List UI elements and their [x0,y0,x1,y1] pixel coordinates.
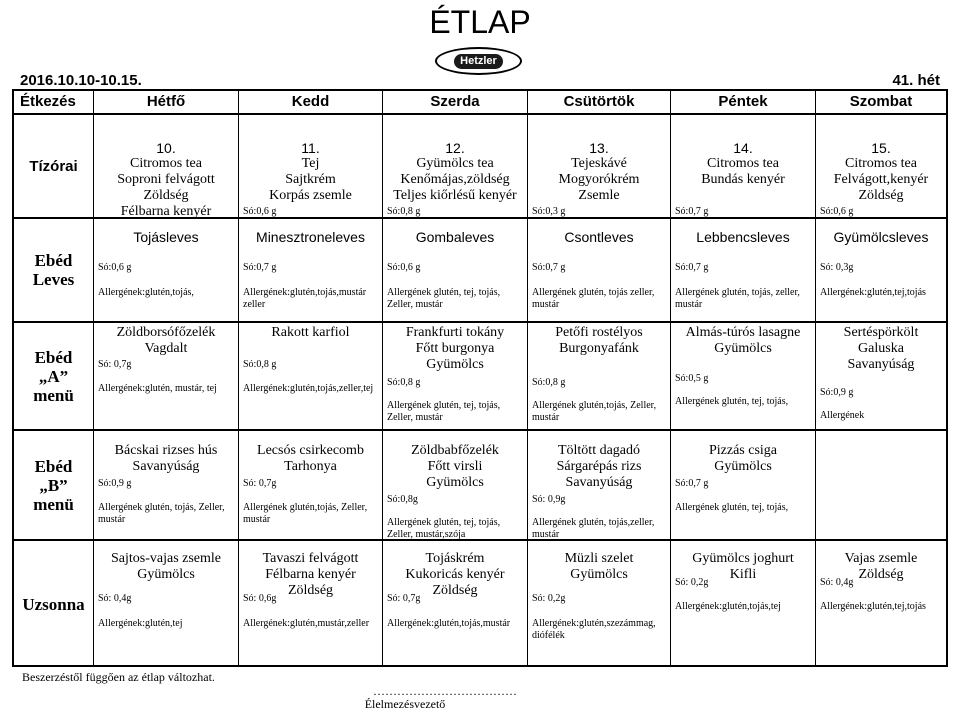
tizorai-cell [816,115,946,219]
dish-list: Gyümölcs tea Kenőmájas,zöldség Teljes kiőrlésű kenyér [393,156,517,203]
uzsonna-cell [671,541,816,667]
soup-name: Gombaleves [415,229,495,245]
dish-list: Tejeskávé Mogyorókrém Zsemle [558,156,640,203]
allergen-info: Allergének glutén, tej, tojás, Zeller, mustár,szója [387,517,501,540]
salt-content: Só:0,7 g [675,206,709,217]
menu-b-cell-empty [816,431,946,541]
day-header [528,91,671,115]
day-number: 12. [445,140,465,156]
logo-text: Hetzler [454,54,503,69]
dish-list: Vajas zsemle Zöldség [844,551,918,582]
allergen-info: Allergének:glutén,tojás,mustár zeller [243,287,367,310]
allergen-info: Allergének:glutén,tej,tojás [820,601,926,612]
salt-content: Só: 0,3g [820,262,854,273]
allergen-info: Allergének glutén, tojás, Zeller, mustár [98,502,225,525]
allergen-info: Allergének glutén,tojás, Zeller, mustár [532,400,657,423]
soup-name: Tojásleves [133,229,199,245]
allergen-info: Allergének glutén, tej, tojás, [675,502,789,513]
leves-cell [528,219,671,323]
dish-list: Pizzás csiga Gyümölcs [708,443,778,474]
dish-list: Tej Sajtkrém Korpás zsemle [269,156,352,203]
dish-list: Petőfi rostélyos Burgonyafánk [555,325,643,356]
salt-content: Só: 0,7g [98,359,132,370]
dish-list: Müzli szelet Gyümölcs [564,551,634,582]
salt-content: Só:0,8 g [387,206,421,217]
header-etkezes: Étkezés [14,91,94,115]
tizorai-cell [239,115,383,219]
salt-content: Só:0,8 g [532,377,566,388]
allergen-info: Allergének:glutén,tojás,zeller,tej [243,383,374,394]
menu-a-cell [816,323,946,431]
dish-list: Citromos tea Soproni felvágott Zöldség Félbarna kenyér [117,156,215,219]
menu-a-cell [528,323,671,431]
day-name: Kedd [291,93,330,110]
allergen-info: Allergének:glutén, mustár, tej [98,383,217,394]
dish-list: Lecsós csirkecomb Tarhonya [257,443,364,474]
dish-list: Frankfurti tokány Főtt burgonya Gyümölcs [405,325,505,372]
leves-cell [239,219,383,323]
week-number: 41. hét [892,72,940,89]
menu-a-cell [239,323,383,431]
menu-b-cell [528,431,671,541]
menu-a-cell [671,323,816,431]
day-name: Hétfő [146,93,186,110]
day-header [816,91,946,115]
uzsonna-cell [383,541,528,667]
day-header [383,91,528,115]
soup-name: Gyümölcsleves [833,229,929,245]
day-header [239,91,383,115]
salt-content: Só:0,6 g [243,206,277,217]
footer-note: Beszerzéstől függően az étlap változhat. [22,670,215,684]
salt-content: Só:0,7 g [243,262,277,273]
salt-content: Só:0,7 g [675,262,709,273]
day-number: 10. [156,140,176,156]
salt-content: Só:0,6 g [820,206,854,217]
allergen-info: Allergének:glutén,tojás, [98,287,194,298]
row-label-tizorai: Tízórai [14,115,94,219]
salt-content: Só:0,9 g [820,387,854,398]
allergen-info: Allergének:glutén,tej [98,618,183,629]
dish-list: Bácskai rizses hús Savanyúság [114,443,218,474]
day-name: Szerda [430,93,480,110]
row-label-leves: Ebéd Leves [14,219,94,323]
soup-name: Minesztroneleves [256,229,365,245]
allergen-info: Allergének:glutén,tojás,mustár [387,618,511,629]
dish-list: Citromos tea Bundás kenyér [701,156,785,187]
allergen-info: Allergének:glutén,mustár,zeller [243,618,370,629]
day-name: Szombat [849,93,913,110]
salt-content: Só: 0,7g [243,478,277,489]
dish-list: Tavaszi felvágott Félbarna kenyér Zöldség [262,551,359,598]
salt-content: Só: 0,9g [532,494,566,505]
hetzler-logo [435,47,522,75]
salt-content: Só: 0,2g [675,577,709,588]
allergen-info: Allergének:glutén,tej,tojás [820,287,926,298]
salt-content: Só:0,8 g [243,359,277,370]
allergen-info: Allergének:glutén,szezámmag, diófélék [532,618,656,641]
salt-content: Só:0,6 g [387,262,421,273]
allergen-info: Allergének [820,410,865,421]
soup-name: Lebbencsleves [696,229,790,245]
dish-list: Zöldborsófőzelék Vagdalt [116,325,216,356]
dish-list: Sajtos-vajas zsemle Gyümölcs [110,551,222,582]
salt-content: Só:0,3 g [532,206,566,217]
leves-cell [94,219,239,323]
date-range: 2016.10.10-10.15. [20,72,142,89]
row-label-menu-a: Ebéd „A” menü [14,323,94,431]
day-number: 15. [871,140,891,156]
soup-name: Csontleves [564,229,634,245]
menu-b-cell [239,431,383,541]
allergen-info: Allergének glutén,tojás, Zeller, mustár [243,502,368,525]
dish-list: Gyümölcs joghurt Kifli [692,551,794,582]
salt-content: Só:0,5 g [675,373,709,384]
row-label-uzsonna: Uzsonna [14,541,94,667]
salt-content: Só: 0,2g [532,593,566,604]
page-title: ÉTLAP [429,4,531,40]
leves-cell [671,219,816,323]
menu-b-cell [94,431,239,541]
salt-content: Só: 0,6g [243,593,277,604]
day-name: Csütörtök [563,93,635,110]
leves-cell [816,219,946,323]
salt-content: Só:0,7 g [532,262,566,273]
allergen-info: Allergének glutén, tej, tojás, Zeller, mustár [387,400,501,423]
salt-content: Só:0,8 g [387,377,421,388]
allergen-info: Allergének glutén, tej, tojás, [675,396,789,407]
uzsonna-cell [239,541,383,667]
salt-content: Só:0,8g [387,494,418,505]
tizorai-cell [528,115,671,219]
row-label-menu-b: Ebéd „B” menü [14,431,94,541]
salt-content: Só: 0,4g [820,577,854,588]
dish-list: Zöldbabfőzelék Főtt virsli Gyümölcs [411,443,499,490]
dish-list: Sertéspörkölt Galuska Savanyúság [843,325,919,372]
menu-b-cell [671,431,816,541]
allergen-info: Allergének glutén, tojás zeller, mustár [532,287,655,310]
allergen-info: Allergének glutén, tojás, zeller, mustár [675,287,800,310]
salt-content: Só:0,6 g [98,262,132,273]
menu-a-cell [94,323,239,431]
menu-b-cell [383,431,528,541]
menu-a-cell [383,323,528,431]
day-header [671,91,816,115]
dish-list: Rakott karfiol [271,325,350,340]
tizorai-cell [671,115,816,219]
tizorai-cell [383,115,528,219]
day-number: 13. [589,140,609,156]
salt-content: Só: 0,4g [98,593,132,604]
allergen-info: Allergének glutén, tojás,zeller, mustár [532,517,655,540]
dish-list: Tojáskrém Kukoricás kenyér Zöldség [405,551,505,598]
leves-cell [383,219,528,323]
salt-content: Só:0,7 g [675,478,709,489]
tizorai-cell [94,115,239,219]
day-header [94,91,239,115]
allergen-info: Allergének:glutén,tojás,tej [675,601,781,612]
menu-table [12,89,948,667]
uzsonna-cell [94,541,239,667]
dish-list: Citromos tea Felvágott,kenyér Zöldség [833,156,929,203]
salt-content: Só: 0,7g [387,593,421,604]
day-number: 14. [733,140,753,156]
day-name: Péntek [718,93,768,110]
signature-name: Élelmezésvezető [364,697,446,711]
dish-list: Almás-túrós lasagne Gyümölcs [685,325,801,356]
uzsonna-cell [816,541,946,667]
uzsonna-cell [528,541,671,667]
allergen-info: Allergének glutén, tej, tojás, Zeller, mustár [387,287,501,310]
signature-line: ……………………………… [373,684,517,698]
day-number: 11. [301,140,320,156]
dish-list: Töltött dagadó Sárgarépás rizs Savanyúság [556,443,642,490]
salt-content: Só:0,9 g [98,478,132,489]
